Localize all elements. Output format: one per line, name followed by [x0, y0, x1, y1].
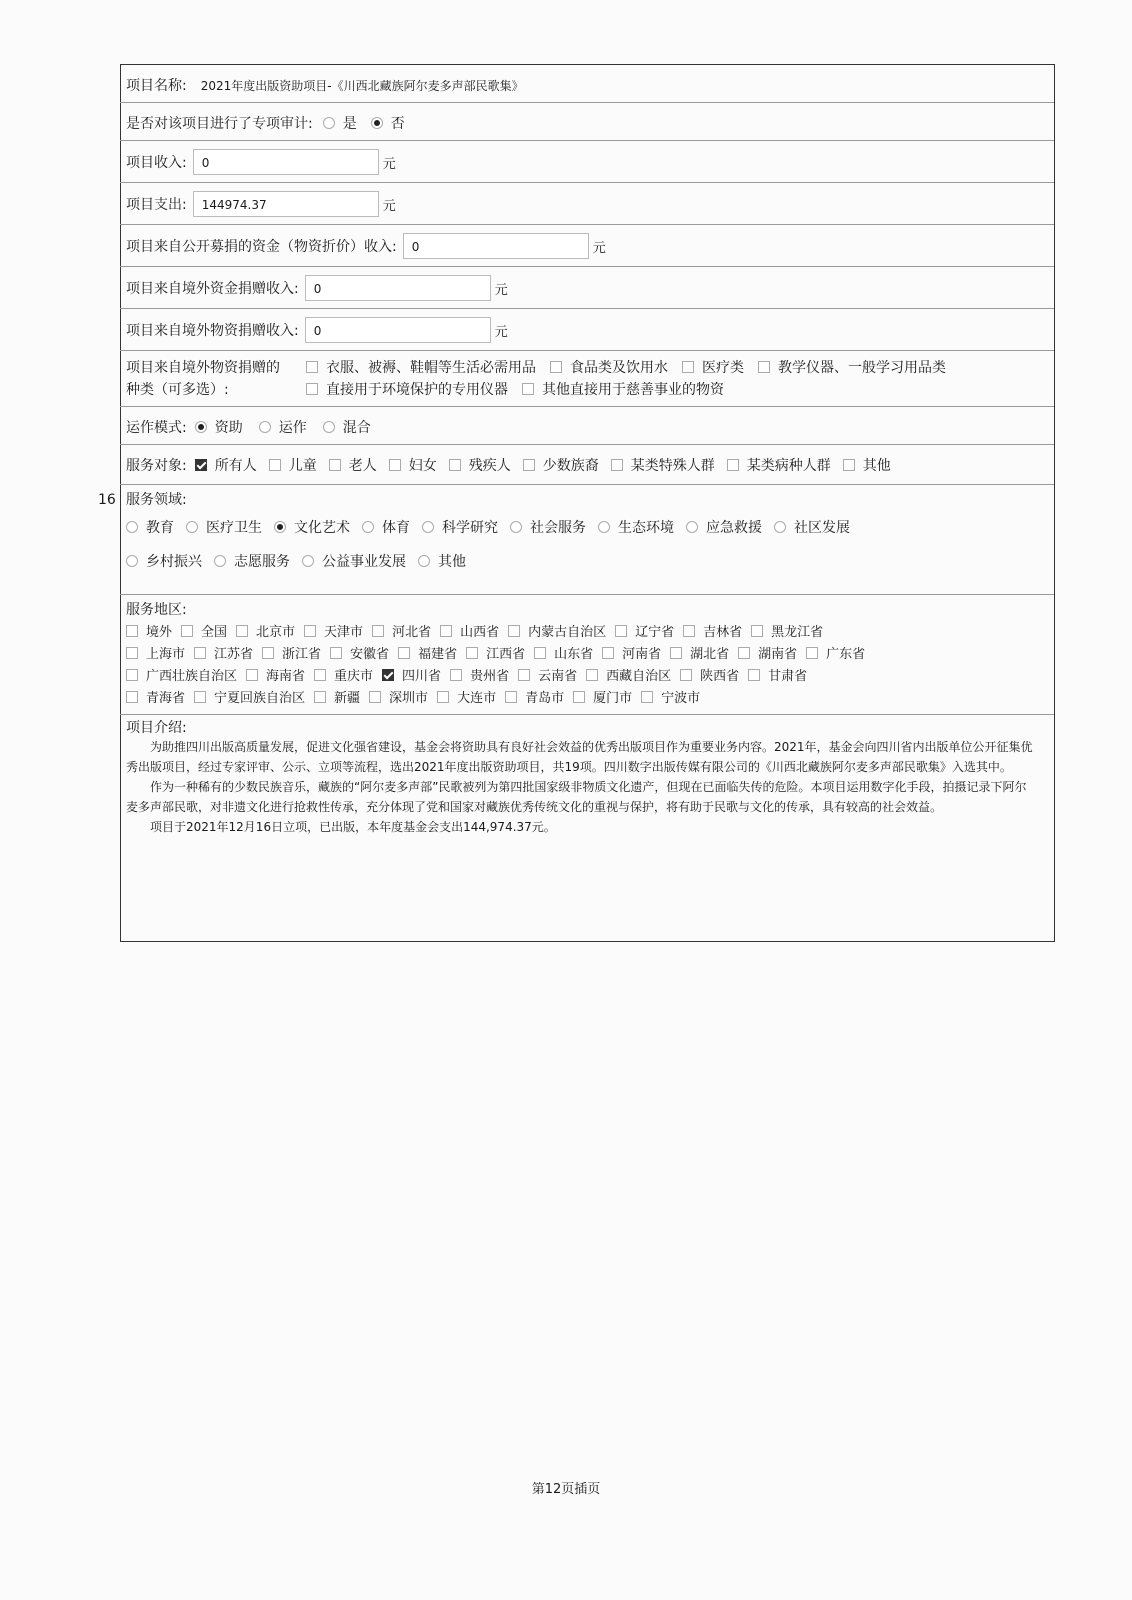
radio-icon [323, 117, 335, 129]
option-label: 医疗类 [702, 360, 744, 376]
overseas-goods-unit: 元 [494, 324, 508, 340]
checkbox-icon [314, 669, 326, 681]
page-footer: 第12页插页 [531, 1482, 601, 1497]
region-option[interactable] [615, 621, 674, 640]
checkbox-icon [181, 625, 193, 637]
checkbox-icon [586, 669, 598, 681]
checkbox-icon [680, 669, 692, 681]
goods-kind-label-line1: 项目来自境外物资捐赠的 [126, 360, 280, 376]
field-option[interactable] [422, 517, 498, 537]
target-option[interactable] [195, 455, 257, 475]
region-label: 服务地区: [126, 602, 187, 618]
checkbox-icon [194, 647, 206, 659]
field-option[interactable] [774, 517, 850, 537]
target-option[interactable] [389, 455, 437, 475]
option-label: 江西省 [486, 647, 526, 662]
expense-input[interactable]: 144974.37 [193, 191, 379, 217]
checkbox-icon [126, 647, 138, 659]
option-label: 公益事业发展 [322, 554, 406, 570]
checkbox-icon [611, 459, 623, 471]
region-option[interactable] [382, 665, 441, 684]
option-label: 体育 [382, 520, 410, 536]
checkbox-icon [306, 383, 318, 395]
region-option[interactable] [194, 643, 253, 662]
checkbox-icon [534, 647, 546, 659]
checkbox-icon [329, 459, 341, 471]
title-value: 2021年度出版资助项目-《川西北藏族阿尔麦多声部民歌集》 [200, 78, 524, 93]
option-label: 山西省 [460, 625, 500, 640]
option-label: 某类特殊人群 [630, 458, 715, 474]
option-label: 残疾人 [468, 458, 511, 474]
option-label: 混合 [342, 420, 371, 436]
audit-no-option[interactable]: 否 [371, 113, 405, 133]
field-row [120, 485, 1054, 595]
region-option[interactable] [518, 665, 577, 684]
option-label: 河南省 [622, 647, 662, 662]
option-label: 儿童 [288, 458, 317, 474]
region-option[interactable] [330, 643, 389, 662]
checkbox-icon [843, 459, 855, 471]
checkbox-icon [246, 669, 258, 681]
region-option[interactable] [246, 665, 305, 684]
option-label: 乡村振兴 [146, 554, 202, 570]
checkbox-icon [615, 625, 627, 637]
radio-icon [186, 521, 198, 533]
option-label: 社会服务 [530, 520, 586, 536]
field-option[interactable] [686, 517, 762, 537]
region-option[interactable] [751, 621, 823, 640]
option-label: 妇女 [408, 458, 437, 474]
goods-kind-options-line1 [306, 357, 960, 377]
checkbox-icon [236, 625, 248, 637]
region-option[interactable] [181, 621, 227, 640]
checkbox-icon [306, 361, 318, 373]
region-option[interactable] [450, 665, 509, 684]
overseas-cash-input[interactable]: 0 [305, 275, 491, 301]
option-label: 湖南省 [758, 647, 798, 662]
option-label: 海南省 [266, 669, 306, 684]
option-label: 江苏省 [214, 647, 254, 662]
checkbox-icon [518, 669, 530, 681]
option-label: 应急救援 [706, 520, 762, 536]
region-option[interactable] [372, 621, 431, 640]
income-row [120, 141, 1054, 183]
option-label: 文化艺术 [294, 520, 350, 536]
region-option[interactable] [126, 621, 172, 640]
checkbox-icon [641, 691, 653, 703]
option-label: 山东省 [554, 647, 594, 662]
expense-unit: 元 [382, 198, 396, 214]
region-options-line3 [126, 665, 816, 684]
region-option[interactable] [398, 643, 457, 662]
target-option[interactable] [611, 455, 715, 475]
checkbox-icon [450, 669, 462, 681]
field-option[interactable] [126, 551, 202, 571]
option-label: 吉林省 [703, 625, 743, 640]
radio-selected-icon [371, 117, 383, 129]
overseas-cash-unit: 元 [494, 282, 508, 298]
region-option[interactable] [437, 687, 496, 706]
mode-option[interactable] [259, 417, 307, 437]
region-option[interactable] [670, 643, 729, 662]
option-label: 重庆市 [334, 669, 374, 684]
intro-paragraph-3: 项目于2021年12月16日立项，已出版，本年度基金会支出144,974.37元。 [150, 820, 556, 834]
checkbox-icon [670, 647, 682, 659]
field-label: 服务领域: [126, 492, 187, 508]
region-option[interactable] [126, 643, 185, 662]
field-option[interactable] [418, 551, 466, 571]
region-option[interactable] [748, 665, 807, 684]
field-option[interactable] [126, 517, 174, 537]
radio-icon [126, 521, 138, 533]
public-funds-row [120, 225, 1054, 267]
option-label: 境外 [146, 625, 173, 640]
checkbox-icon [372, 625, 384, 637]
option-label: 生态环境 [618, 520, 674, 536]
checkbox-icon [727, 459, 739, 471]
option-label: 广西壮族自治区 [146, 669, 238, 684]
region-option[interactable] [806, 643, 865, 662]
field-options-line2 [126, 551, 478, 571]
option-label: 青海省 [146, 691, 186, 706]
title-row [120, 65, 1054, 103]
field-option[interactable] [362, 517, 410, 537]
checkbox-icon [522, 383, 534, 395]
radio-icon [686, 521, 698, 533]
region-option[interactable] [602, 643, 661, 662]
checkbox-icon [369, 691, 381, 703]
checkbox-icon [508, 625, 520, 637]
checkbox-icon [602, 647, 614, 659]
region-option[interactable] [738, 643, 797, 662]
option-label: 安徽省 [350, 647, 390, 662]
region-option[interactable] [586, 665, 671, 684]
radio-icon [422, 521, 434, 533]
intro-text [126, 737, 1038, 837]
goods-kind-option[interactable] [522, 379, 724, 399]
option-label: 四川省 [402, 669, 442, 684]
option-label: 宁夏回族自治区 [214, 691, 306, 706]
checkbox-icon [573, 691, 585, 703]
audit-row [120, 103, 1054, 141]
region-option[interactable] [641, 687, 700, 706]
checkbox-icon [314, 691, 326, 703]
option-label: 衣服、被褥、鞋帽等生活必需用品 [326, 360, 536, 376]
income-input[interactable]: 0 [193, 149, 379, 175]
goods-kind-label-line2: 种类（可多选）: [126, 382, 229, 398]
radio-icon [774, 521, 786, 533]
region-option[interactable] [680, 665, 739, 684]
option-label: 教学仪器、一般学习用品类 [778, 360, 946, 376]
checkbox-icon [126, 691, 138, 703]
option-label: 厦门市 [593, 691, 633, 706]
region-option[interactable] [314, 665, 373, 684]
option-label: 西藏自治区 [606, 669, 672, 684]
region-option[interactable] [440, 621, 499, 640]
option-label: 黑龙江省 [771, 625, 824, 640]
checkbox-icon [126, 625, 138, 637]
region-row [120, 595, 1054, 715]
income-unit: 元 [382, 156, 396, 172]
option-label: 医疗卫生 [206, 520, 262, 536]
region-option[interactable] [466, 643, 525, 662]
option-label: 直接用于环境保护的专用仪器 [326, 382, 508, 398]
region-options-line1 [126, 621, 832, 640]
overseas-goods-input[interactable]: 0 [305, 317, 491, 343]
option-label: 云南省 [538, 669, 578, 684]
field-options-line1 [126, 517, 862, 537]
overseas-cash-label: 项目来自境外资金捐赠收入: [126, 281, 299, 297]
option-label: 河北省 [392, 625, 432, 640]
checkbox-icon [738, 647, 750, 659]
mode-option[interactable] [323, 417, 371, 437]
option-label: 大连市 [457, 691, 497, 706]
radio-icon [126, 555, 138, 567]
region-option[interactable] [304, 621, 363, 640]
radio-icon [214, 555, 226, 567]
checkbox-icon [806, 647, 818, 659]
radio-icon [598, 521, 610, 533]
goods-kind-option[interactable] [550, 357, 668, 377]
option-label: 全国 [201, 625, 228, 640]
option-label: 陕西省 [700, 669, 740, 684]
option-label: 科学研究 [442, 520, 498, 536]
option-label: 内蒙古自治区 [528, 625, 607, 640]
intro-paragraph-2: 作为一种稀有的少数民族音乐，藏族的“阿尔麦多声部”民歌被列为第四批国家级非物质文化遗产，但现在已面临失传的危险。本项目运用数字化手段，拍摄记录下阿尔麦多声部民歌，对非遗文化进行抢救性传承，充分体现了党和国家对藏族优秀传统文化的重视与保护，将有助于民歌与文化的传承，具有较高的社会效益。 [126, 780, 1027, 814]
audit-label: 是否对该项目进行了专项审计: [126, 116, 313, 132]
region-options-line4 [126, 687, 709, 706]
radio-icon [302, 555, 314, 567]
option-label: 资助 [214, 420, 243, 436]
form-table [96, 64, 1056, 942]
option-label: 运作 [278, 420, 307, 436]
region-option[interactable] [683, 621, 742, 640]
field-option[interactable] [598, 517, 674, 537]
region-option[interactable] [126, 665, 237, 684]
expense-row [120, 183, 1054, 225]
option-label: 甘肃省 [768, 669, 808, 684]
option-label: 贵州省 [470, 669, 510, 684]
option-label: 新疆 [334, 691, 361, 706]
audit-yes-option[interactable]: 是 [323, 113, 357, 133]
region-options-line2 [126, 643, 874, 662]
option-label: 老人 [348, 458, 377, 474]
option-label: 天津市 [324, 625, 364, 640]
public-funds-unit: 元 [592, 240, 606, 256]
option-label: 广东省 [826, 647, 866, 662]
checkbox-icon [330, 647, 342, 659]
region-option[interactable] [369, 687, 428, 706]
checkbox-icon [523, 459, 535, 471]
field-option[interactable] [274, 517, 350, 537]
checkbox-icon [126, 669, 138, 681]
public-funds-input[interactable]: 0 [403, 233, 589, 259]
form-frame [120, 64, 1055, 942]
target-option[interactable] [329, 455, 377, 475]
radio-selected-icon [195, 421, 207, 433]
intro-paragraph-1: 为助推四川出版高质量发展，促进文化强省建设，基金会将资助具有良好社会效益的优秀出版项目作为重要业务内容。2021年，基金会向四川省内出版单位公开征集优秀出版项目，经过专家评审、公示、立项等流程，选出2021年度出版资助项目，共19项。四川数字出版传媒有限公司的《川西北藏族阿尔麦多声部民歌集》入选其中。 [126, 740, 1033, 774]
title-label: 项目名称: [126, 78, 187, 94]
checkbox-checked-icon [382, 669, 394, 681]
checkbox-icon [682, 361, 694, 373]
target-option[interactable] [269, 455, 317, 475]
checkbox-icon [304, 625, 316, 637]
option-label: 其他 [862, 458, 891, 474]
radio-icon [259, 421, 271, 433]
field-option[interactable] [302, 551, 406, 571]
option-label: 社区发展 [794, 520, 850, 536]
region-option[interactable] [508, 621, 606, 640]
checkbox-icon [449, 459, 461, 471]
option-label: 辽宁省 [635, 625, 675, 640]
region-option[interactable] [236, 621, 295, 640]
option-label: 教育 [146, 520, 174, 536]
radio-icon [362, 521, 374, 533]
region-option[interactable] [573, 687, 632, 706]
checkbox-icon [269, 459, 281, 471]
checkbox-icon [389, 459, 401, 471]
option-label: 青岛市 [525, 691, 565, 706]
goods-kind-option[interactable] [758, 357, 946, 377]
target-label: 服务对象: [126, 458, 187, 474]
region-option[interactable] [126, 687, 185, 706]
goods-kind-options-line2 [306, 379, 738, 399]
region-option[interactable] [262, 643, 321, 662]
checkbox-icon [466, 647, 478, 659]
option-label: 深圳市 [389, 691, 429, 706]
checkbox-icon [437, 691, 449, 703]
checkbox-icon [194, 691, 206, 703]
row-number: 16 [98, 492, 116, 508]
option-label: 北京市 [256, 625, 296, 640]
intro-row [120, 715, 1054, 941]
region-option[interactable] [505, 687, 564, 706]
goods-kind-option[interactable] [306, 379, 508, 399]
checkbox-icon [440, 625, 452, 637]
option-label: 浙江省 [282, 647, 322, 662]
target-row [120, 445, 1054, 485]
region-option[interactable] [194, 687, 305, 706]
goods-kind-option[interactable] [306, 357, 536, 377]
option-label: 福建省 [418, 647, 458, 662]
option-label: 某类病种人群 [746, 458, 831, 474]
checkbox-icon [683, 625, 695, 637]
overseas-goods-label: 项目来自境外物资捐赠收入: [126, 323, 299, 339]
option-label: 食品类及饮用水 [570, 360, 668, 376]
goods-kind-option[interactable] [682, 357, 744, 377]
income-label: 项目收入: [126, 155, 187, 171]
checkbox-icon [758, 361, 770, 373]
row-number-column [96, 64, 121, 942]
overseas-goods-row [120, 309, 1054, 351]
checkbox-icon [751, 625, 763, 637]
option-label: 所有人 [214, 458, 257, 474]
target-option[interactable] [449, 455, 511, 475]
expense-label: 项目支出: [126, 197, 187, 213]
target-option[interactable] [843, 455, 891, 475]
radio-icon [418, 555, 430, 567]
overseas-cash-row [120, 267, 1054, 309]
mode-label: 运作模式: [126, 420, 187, 436]
option-label: 其他 [438, 554, 466, 570]
radio-icon [510, 521, 522, 533]
field-option[interactable] [186, 517, 262, 537]
mode-option[interactable] [195, 417, 243, 437]
checkbox-icon [550, 361, 562, 373]
checkbox-icon [748, 669, 760, 681]
radio-selected-icon [274, 521, 286, 533]
option-label: 少数族裔 [542, 458, 599, 474]
field-option[interactable] [214, 551, 290, 571]
target-option[interactable] [727, 455, 831, 475]
option-label: 其他直接用于慈善事业的物资 [542, 382, 724, 398]
checkbox-checked-icon [195, 459, 207, 471]
option-label: 上海市 [146, 647, 186, 662]
radio-icon [323, 421, 335, 433]
checkbox-icon [398, 647, 410, 659]
public-funds-label: 项目来自公开募捐的资金（物资折价）收入: [126, 239, 397, 255]
option-label: 志愿服务 [234, 554, 290, 570]
checkbox-icon [505, 691, 517, 703]
region-option[interactable] [534, 643, 593, 662]
option-label: 湖北省 [690, 647, 730, 662]
mode-row [120, 407, 1054, 445]
goods-kind-row [120, 351, 1054, 407]
intro-label: 项目介绍: [126, 720, 187, 736]
checkbox-icon [262, 647, 274, 659]
region-option[interactable] [314, 687, 360, 706]
option-label: 宁波市 [661, 691, 701, 706]
field-option[interactable] [510, 517, 586, 537]
target-option[interactable] [523, 455, 599, 475]
